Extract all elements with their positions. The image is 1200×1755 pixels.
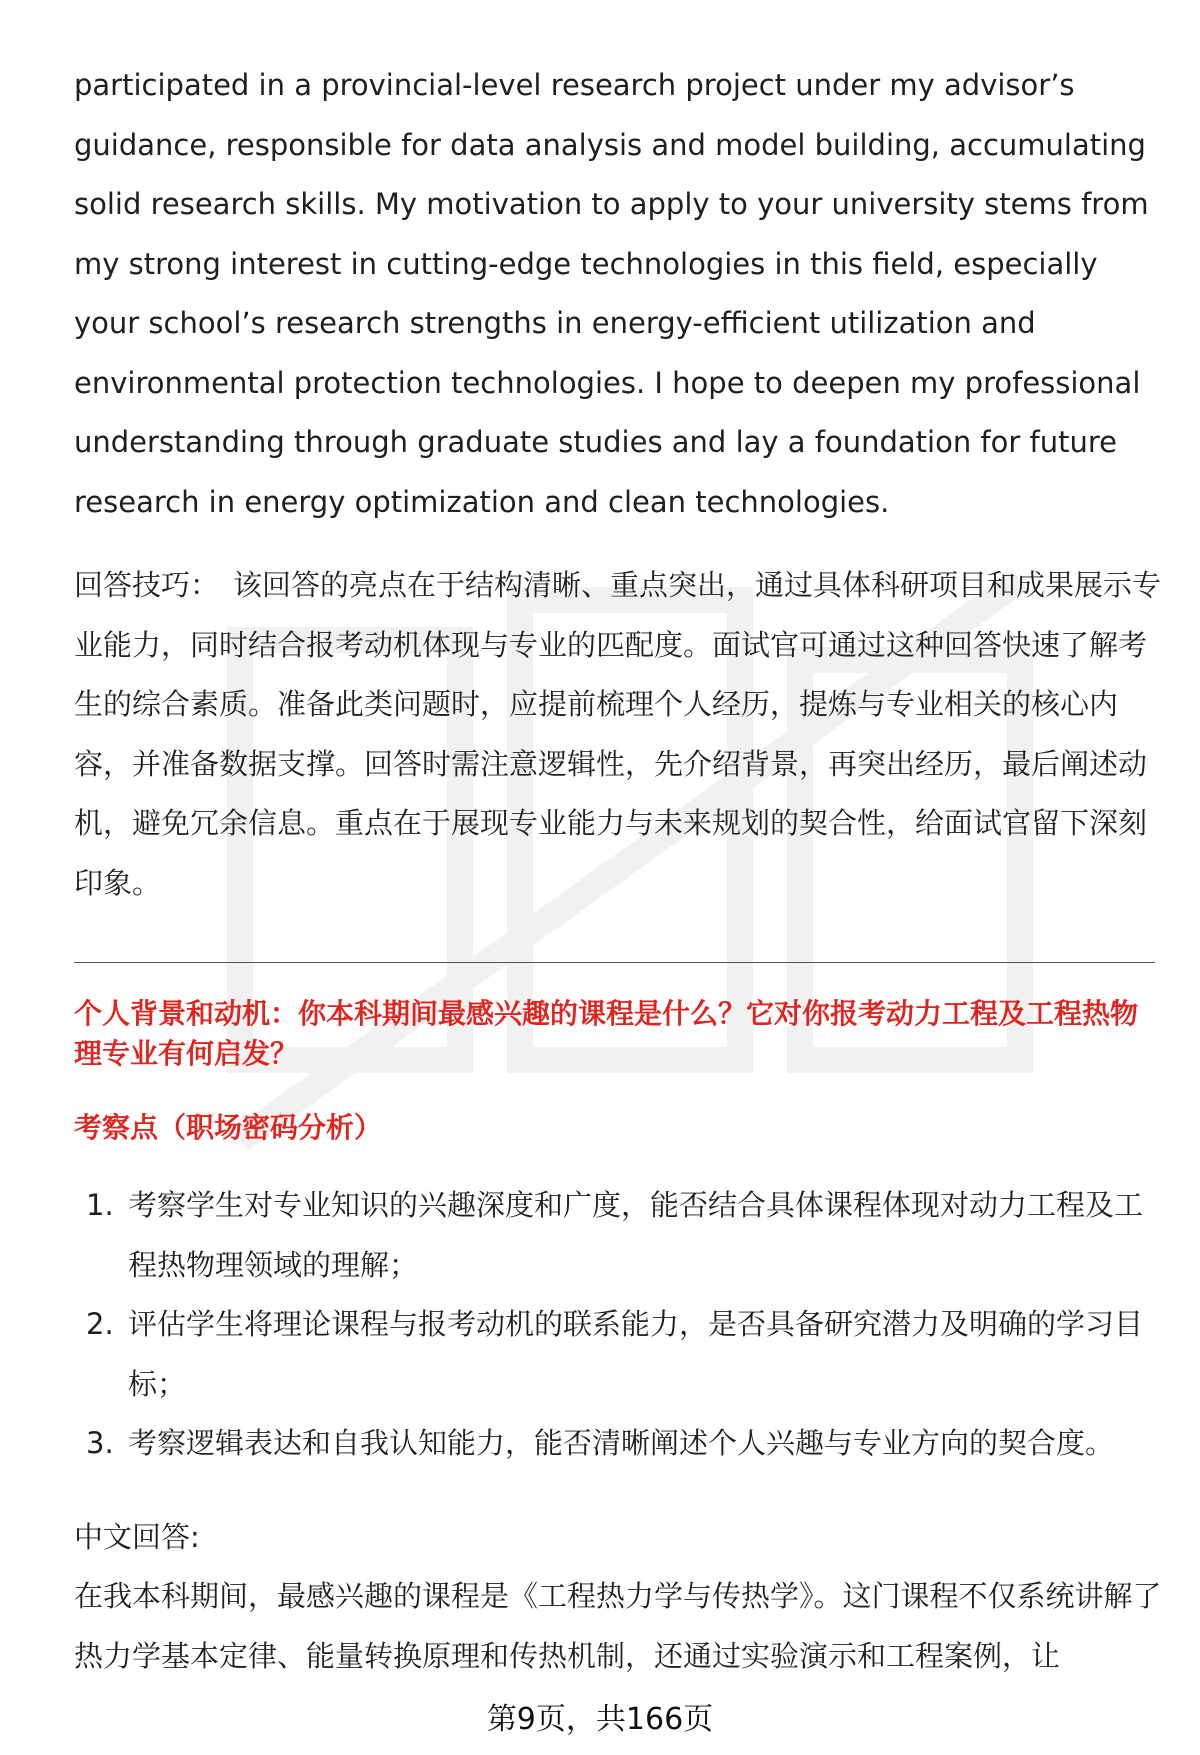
answer-tips-text: 该回答的亮点在于结构清晰、重点突出，通过具体科研项目和成果展示专业能力，同时结合报考动机体现与专业的匹配度。面试官可通过这种回答快速了解考生的综合素质。准备此类问题时，应提前梳理个人经历，提炼与专业相关的核心内容，并准备数据支撑。回答时需注意逻辑性，先介绍背景，再突出经历，最后阐述动机，避免冗余信息。重点在于展现专业能力与未来规划的契合性，给面试官留下深刻印象。	[74, 568, 1162, 900]
section-divider	[74, 962, 1155, 963]
list-item-text: 评估学生将理论课程与报考动机的联系能力，是否具备研究潜力及明确的学习目标；	[128, 1307, 1144, 1401]
exam-points-list	[74, 1176, 1164, 1474]
list-item-text: 考察学生对专业知识的兴趣深度和广度，能否结合具体课程体现对动力工程及工程热物理领域的理解；	[128, 1188, 1144, 1282]
list-item	[74, 1176, 1164, 1295]
list-item-text: 考察逻辑表达和自我认知能力，能否清晰阐述个人兴趣与专业方向的契合度。	[128, 1426, 1115, 1460]
chinese-answer-text: 在我本科期间，最感兴趣的课程是《工程热力学与传热学》。这门课程不仅系统讲解了热力学基本定律、能量转换原理和传热机制，还通过实验演示和工程案例，让	[74, 1579, 1162, 1673]
english-answer-paragraph: participated in a provincial-level research project under my advisor’s guidance, responsible for data analysis and model building, accumulating solid research skills. My motivation to apply to your university stems from my strong interest in cutting-edge technologies in this field, especially your school’s research strengths in energy-efficient utilization and environmental protection technologies. I hope to deepen my professional understanding through graduate studies and lay a foundation for future research in energy optimization and clean technologies.	[74, 68, 1149, 519]
list-item-number: 2.	[86, 1307, 114, 1341]
answer-tips-label: 回答技巧：	[74, 568, 220, 602]
interview-question: 个人背景和动机：你本科期间最感兴趣的课程是什么？它对你报考动力工程及工程热物理专业有何启发？	[74, 997, 1139, 1070]
list-item-number: 1.	[86, 1188, 114, 1222]
page-number-footer: 第9页，共166页	[486, 1702, 714, 1737]
exam-points-heading: 考察点（职场密码分析）	[74, 1111, 383, 1144]
chinese-answer-heading: 中文回答:	[74, 1520, 200, 1554]
list-item	[74, 1295, 1164, 1414]
list-item	[74, 1414, 1164, 1474]
list-item-number: 3.	[86, 1426, 114, 1460]
answer-tips	[74, 556, 1164, 913]
